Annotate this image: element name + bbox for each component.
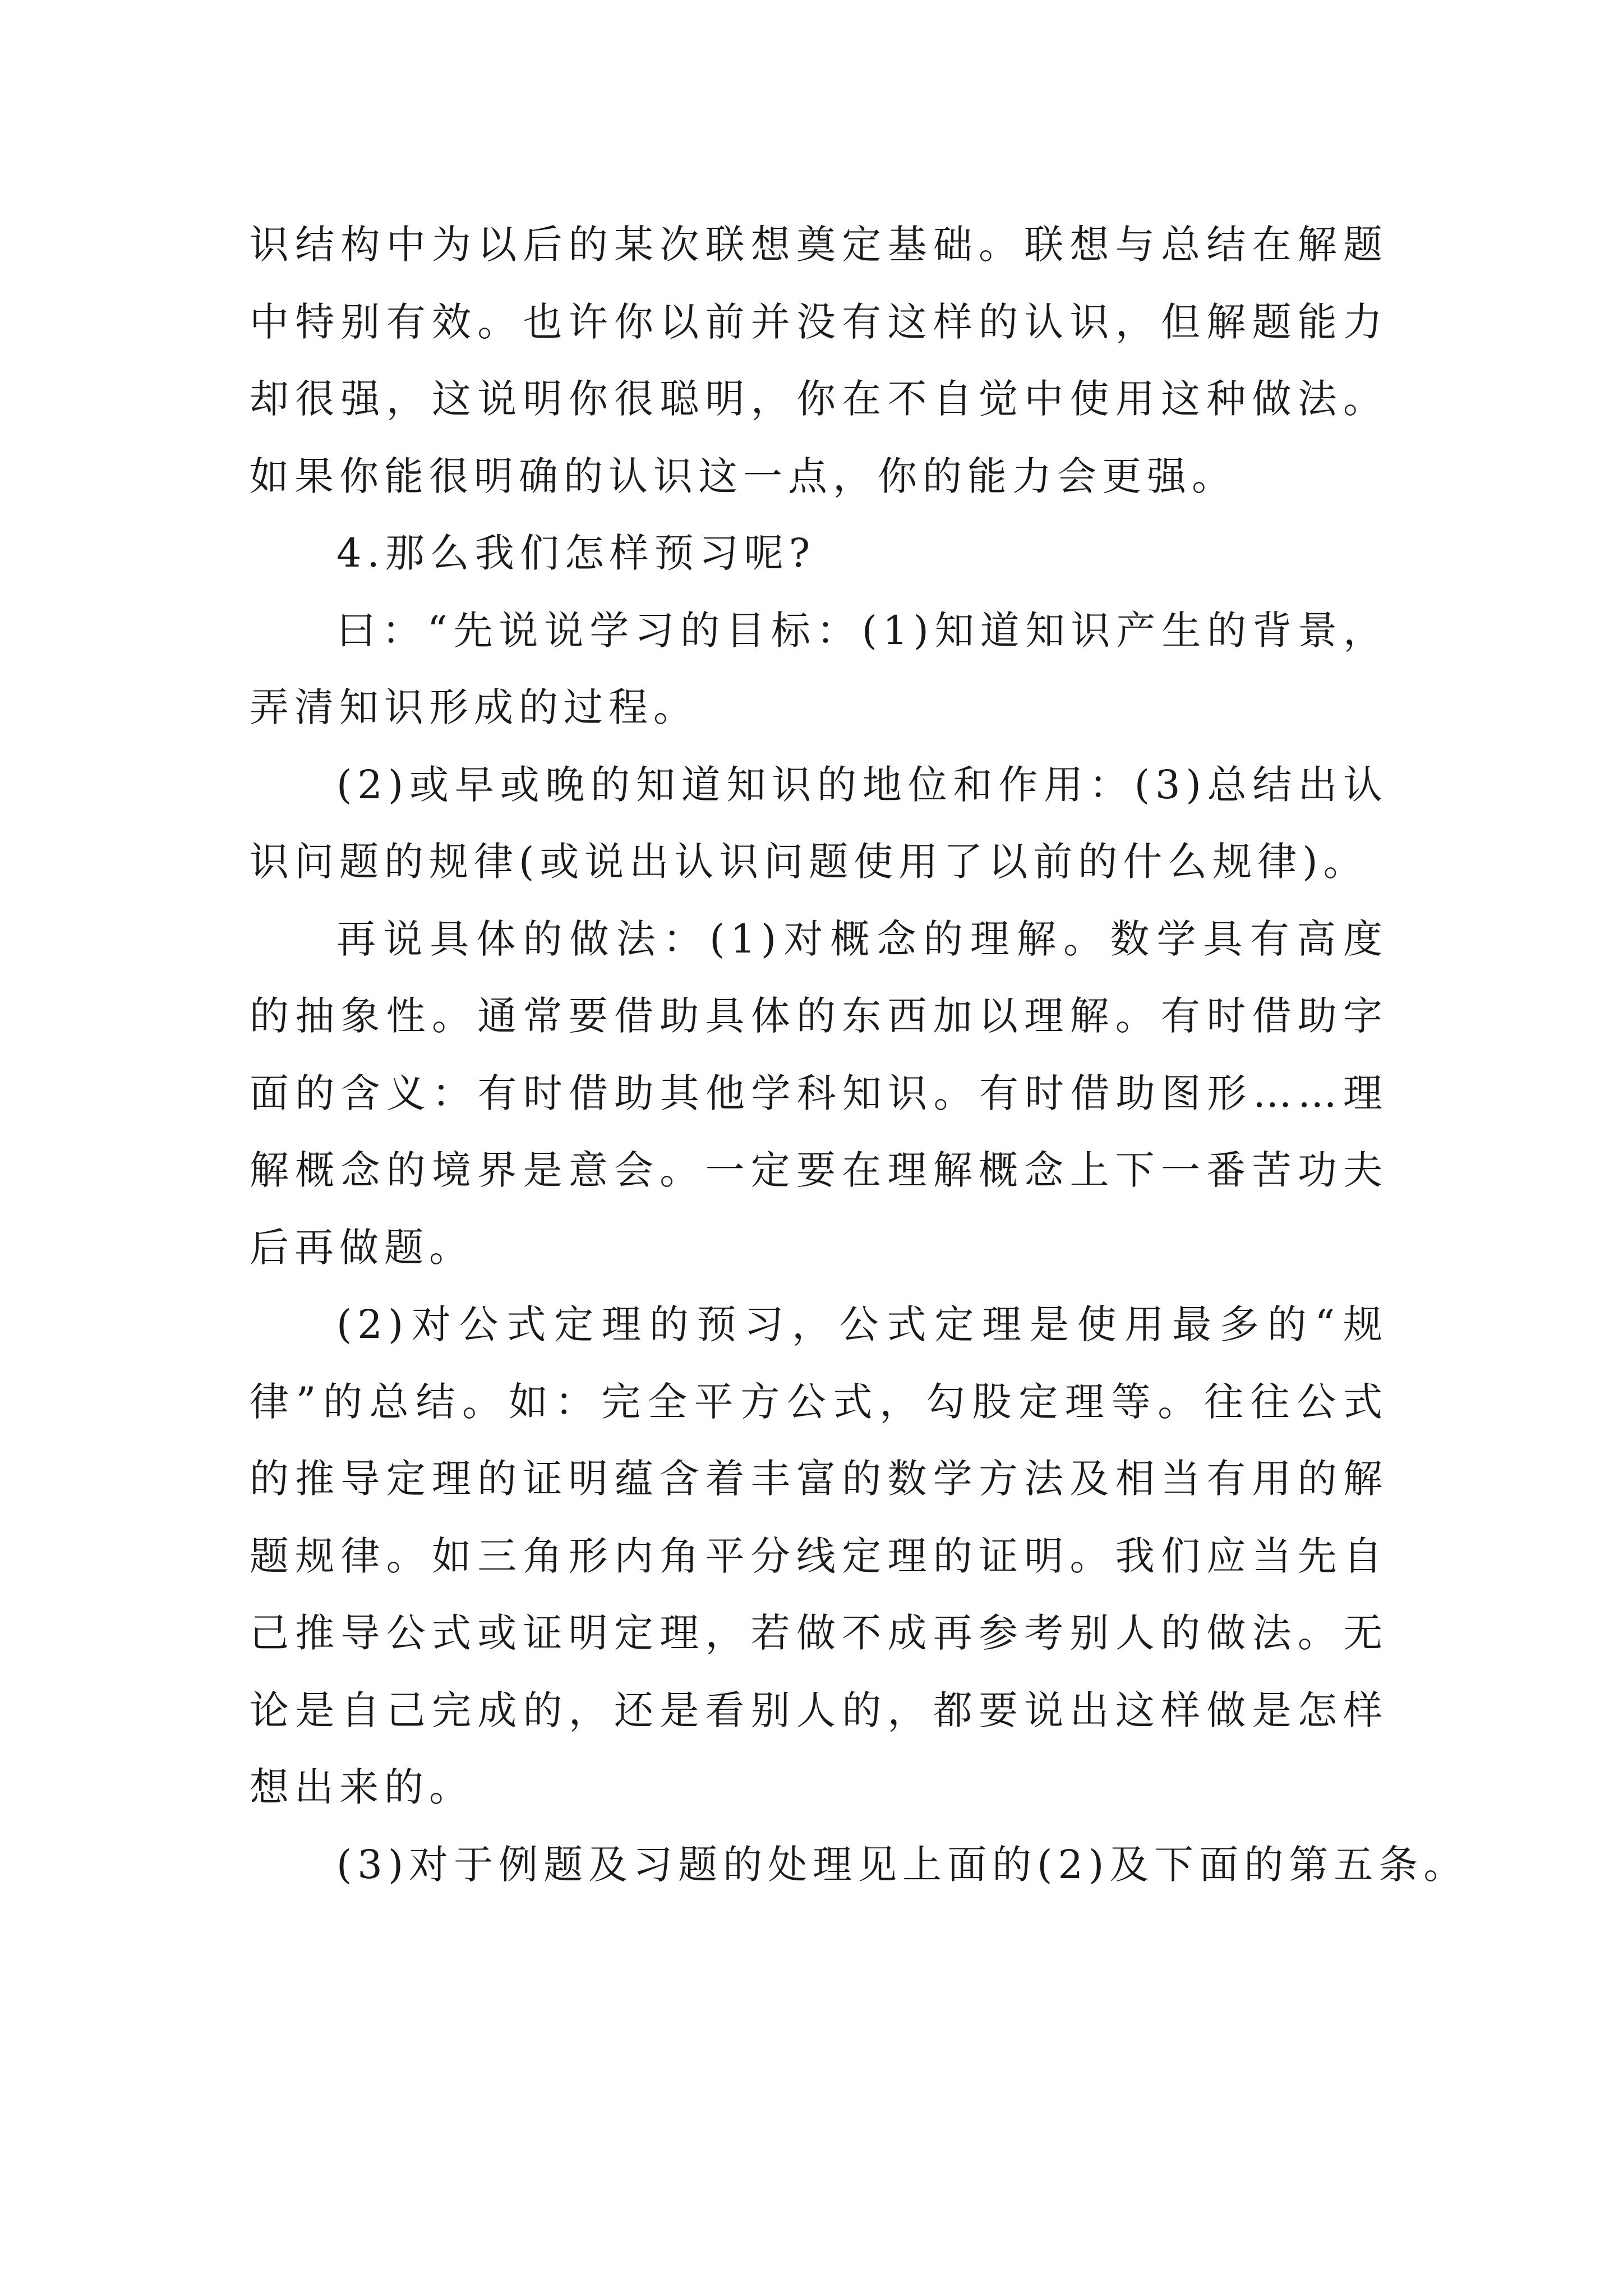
paragraph-continuation: 识结构中为以后的某次联想奠定基础。联想与总结在解题中特别有效。也许你以前并没有这样的认识，但解题能力却很强，这说明你很聪明，你在不自觉中使用这种做法。如果你能很明确的认识这一点，你的能力会更强。 <box>250 222 1388 499</box>
paragraph-formulas: (2)对公式定理的预习，公式定理是使用最多的“规律”的总结。如：完全平方公式，勾股定理等。往往公式的推导定理的证明蕴含着丰富的数学方法及相当有用的解题规律。如三角形内角平分线定理的证明。我们应当先自己推导公式或证明定理，若做不成再参考别人的做法。无论是自己完成的，还是看别人的，都要说出这样做是怎样想出来的。 <box>250 1301 1388 1810</box>
paragraph-goals-continued: (2)或早或晚的知道知识的地位和作用：(3)总结出认识问题的规律(或说出认识问题使用了以前的什么规律)。 <box>250 761 1388 885</box>
paragraph-goals: 曰：“先说说学习的目标：(1)知道知识产生的背景，弄清知识形成的过程。 <box>250 607 1388 730</box>
paragraph-question: 4.那么我们怎样预习呢? <box>336 530 816 576</box>
body-text <box>250 206 1469 1903</box>
paragraph-concepts: 再说具体的做法：(1)对概念的理解。数学具有高度的抽象性。通常要借助具体的东西加以理解。有时借助字面的含义：有时借助其他学科知识。有时借助图形……理解概念的境界是意会。一定要在理解概念上下一番苦功夫后再做题。 <box>250 915 1388 1271</box>
paragraph-examples: (3)对于例题及习题的处理见上面的(2)及下面的第五条。 <box>336 1841 1469 1888</box>
